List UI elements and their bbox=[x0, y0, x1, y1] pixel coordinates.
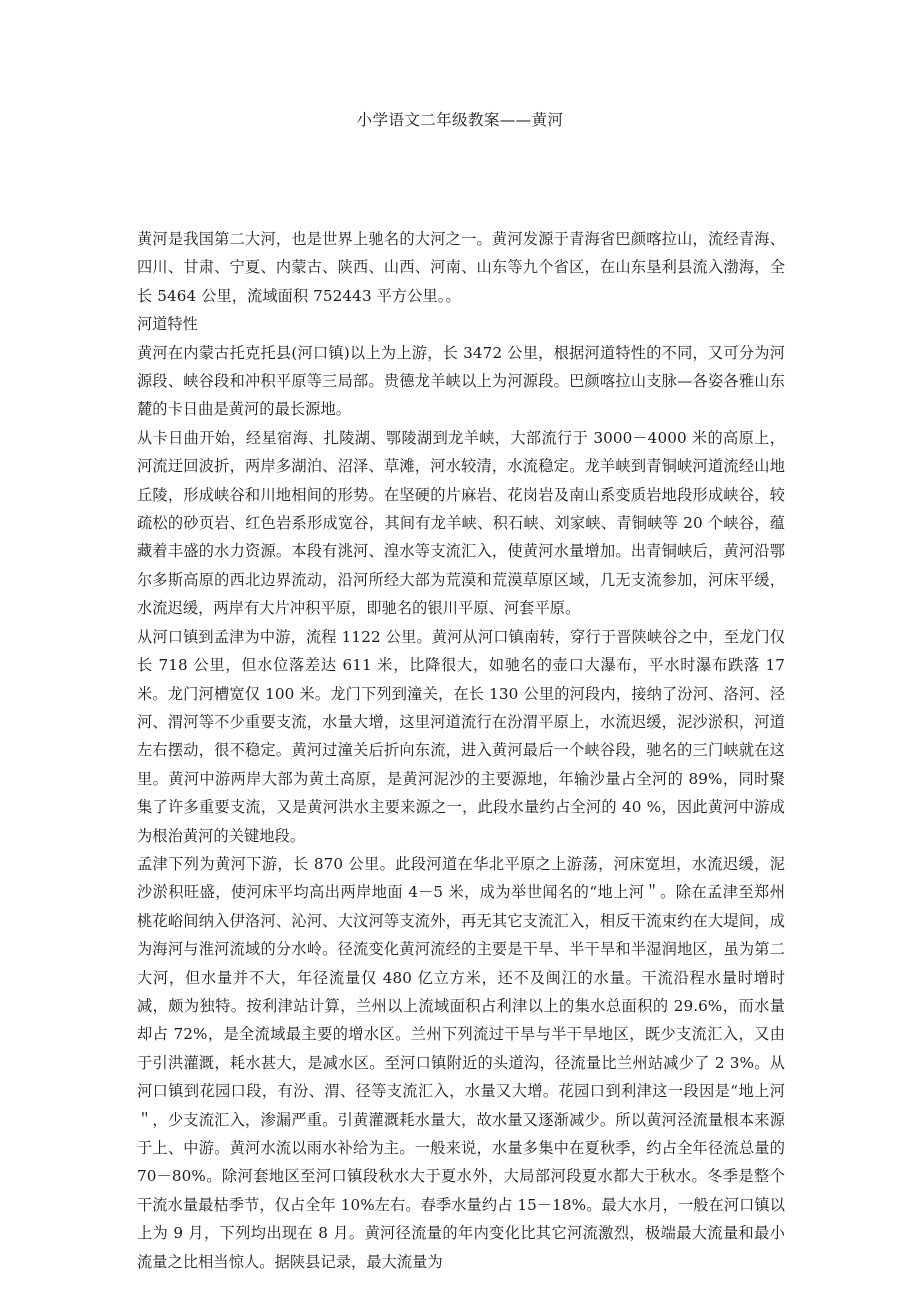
paragraph-lower-reaches: 孟津下列为黄河下游，长 870 公里。此段河道在华北平原之上游荡，河床宽坦，水流迟缓，泥沙淤积旺盛，使河床平均高出两岸地面 4－5 米，成为举世闻名的“地上河＂。除在孟津至郑州桃花峪间纳入伊洛河、沁河、大汶河等支流外，再无其它支流汇入，相反干流束约在大堤间，成为海河与淮河流域的分水岭。径流变化黄河流经的主要是干旱、半干旱和半湿润地区，虽为第二大河，但水量并不大，年径流量仅 480 亿立方米，还不及闽江的水量。干流沿程水量时增时减，颇为独特。按利津站计算，兰州以上流域面积占利津以上的集水总面积的 29.6%，而水量却占 72%，是全流域最主要的增水区。兰州下列流过干旱与半干旱地区，既少支流汇入，又由于引洪灌溉，耗水甚大，是减水区。至河口镇附近的头道沟，径流量比兰州站减少了 2 3%。从河口镇到花园口段，有汾、渭、径等支流汇入，水量又大增。花园口到利津这一段因是“地上河＂，少支流汇入，渗漏严重。引黄灌溉耗水量大，故水量又逐渐减少。所以黄河泾流量根本来源于上、中游。黄河水流以雨水补给为主。一般来说，水量多集中在夏秋季，约占全年径流总量的 70－80%。除河套地区至河口镇段秋水大于夏水外，大局部河段夏水都大于秋水。冬季是整个干流水量最枯季节，仅占全年 10%左右。春季水量约占 15－18%。最大水月，一般在河口镇以上为 9 月，下列均出现在 8 月。黄河径流量的年内变化比其它河流激烈，极端最大流量和最小流量之比相当惊人。据陕县记录，最大流量为 bbox=[137, 854, 785, 1271]
paragraph-upper-reaches-detail: 从卡日曲开始，经星宿海、扎陵湖、鄂陵湖到龙羊峡，大部流行于 3000－4000 米的高原上，河流迂回波折，两岸多湖泊、沼泽、草滩，河水较清，水流稳定。龙羊峡到青铜峡河道流经山地丘陵，形成峡谷和川地相间的形势。在坚硬的片麻岩、花岗岩及南山系变质岩地段形成峡谷，较疏松的砂页岩、红色岩系形成宽谷，其间有龙羊峡、积石峡、刘家峡、青铜峡等 20 个峡谷，蕴藏着丰盛的水力资源。本段有洮河、湟水等支流汇入，使黄河水量增加。出青铜峡后，黄河沿鄂尔多斯高原的西北边界流动，沿河所经大部为荒漠和荒漠草原区域，几无支流参加，河床平缓，水流迟缓，两岸有大片冲积平原，即驰名的银川平原、河套平原。 bbox=[137, 428, 785, 618]
section-heading-river-characteristics: 河道特性 bbox=[137, 315, 198, 334]
paragraph-upper-reaches-definition: 黄河在内蒙古托克托县(河口镇)以上为上游，长 3472 公里，根据河道特性的不同，又可分为河源段、峡谷段和冲积平原等三局部。贵德龙羊峡以上为河源段。巴颜喀拉山支脉—各姿各雅山东麓的卡日曲是黄河的最长源地。 bbox=[137, 343, 785, 419]
document-body bbox=[137, 225, 785, 1276]
paragraph-middle-reaches: 从河口镇到孟津为中游，流程 1122 公里。黄河从河口镇南转，穿行于晋陕峡谷之中，至龙门仅长 718 公里，但水位落差达 611 米，比降很大，如驰名的壶口大瀑布，平水时瀑布跌落 17 米。龙门河槽宽仅 100 米。龙门下列到潼关，在长 130 公里的河段内，接纳了汾河、洛河、泾河、渭河等不少重要支流，水量大增，这里河道流行在汾渭平原上，水流迟缓，泥沙淤积，河道左右摆动，很不稳定。黄河过潼关后折向东流，进入黄河最后一个峡谷段，驰名的三门峡就在这里。黄河中游两岸大部为黄土高原，是黄河泥沙的主要源地，年输沙量占全河的 89%，同时聚集了许多重要支流，又是黄河洪水主要来源之一，此段水量约占全河的 40 %，因此黄河中游成为根治黄河的关键地段。 bbox=[137, 627, 785, 845]
paragraph-intro: 黄河是我国第二大河，也是世界上驰名的大河之一。黄河发源于青海省巴颜喀拉山，流经青海、四川、甘肃、宁夏、内蒙古、陕西、山西、河南、山东等九个省区，在山东垦利县流入渤海，全长 5464 公里，流域面积 752443 平方公里。。 bbox=[137, 230, 785, 305]
page-title: 小学语文二年级教案——黄河 bbox=[356, 111, 564, 129]
